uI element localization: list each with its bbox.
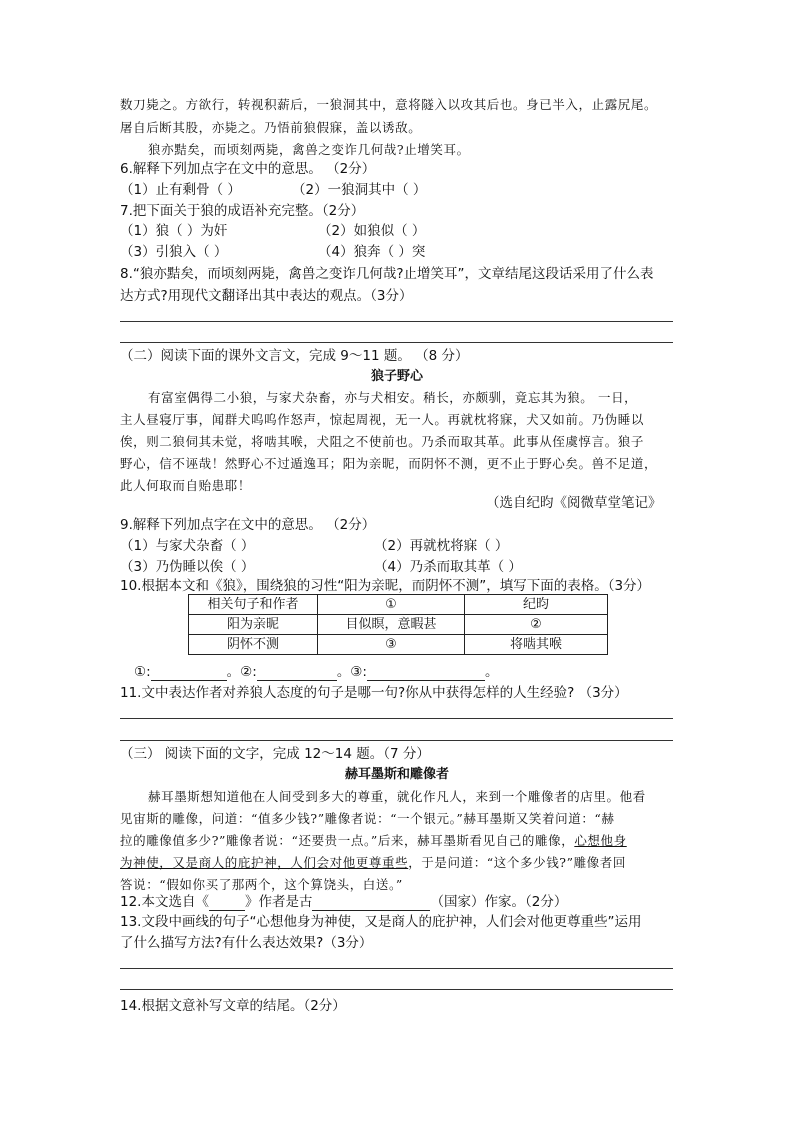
section3-text: ，于是问道：“这个多少钱?”雕像者回 — [408, 855, 626, 870]
q11-answer-line-1[interactable] — [120, 718, 673, 719]
q7-item-4: （4）狼奔（ ）突 — [318, 244, 426, 260]
q12-text-a: 12.本文选自《 — [120, 894, 209, 910]
q13-line2: 了什么描写方法?有什么表达效果?（3分） — [120, 935, 373, 951]
q7-item-3: （3）引狼入（ ） — [120, 244, 228, 260]
q10-title: 10.根据本文和《狼》，围绕狼的习性“阳为亲昵，而阴怀不测”，填写下面的表格。（3分） — [120, 578, 651, 594]
section2-passage-line5: 此人何取而自贻患耶！ — [120, 478, 252, 493]
table-cell[interactable]: ② — [465, 615, 608, 635]
q11-title: 11.文中表达作者对养狼人态度的句子是哪一句?你从中获得怎样的人生经验? （3分） — [120, 685, 628, 701]
section3-passage-line5: 答说：“假如你买了那两个，这个算饶头，白送。” — [120, 877, 403, 892]
section3-heading: （三） 阅读下面的文字，完成 12～14 题。（7 分） — [120, 746, 430, 762]
q7-title: 7.把下面关于狼的成语补充完整。（2分） — [120, 203, 365, 219]
section3-underlined-text: 心想他身 — [574, 833, 627, 848]
passage1-line3: 狼亦黠矣，而顷刻两毙，禽兽之变诈几何哉?止增笑耳。 — [148, 142, 470, 157]
section2-passage-line3: 俟，则二狼伺其未觉，将啮其喉，犬阻之不使前也。乃杀而取其革。此事从侄虞惇言。狼子 — [120, 434, 645, 449]
q9-item-1: （1）与家犬杂畜（ ） — [120, 538, 255, 554]
q12-text-c: （国家）作家。（2分） — [430, 894, 568, 910]
section3-text: 拉的雕像值多少?”雕像者说：“还要贵一点。”后来，赫耳墨斯看见自己的雕像， — [120, 833, 575, 848]
q10-fill-blank-2[interactable] — [257, 666, 337, 681]
q6-item-1: （1）止有剩骨（ ） — [120, 182, 241, 198]
table-cell: 相关句子和作者 — [189, 595, 318, 615]
q7-item-1: （1）狼（ ）为奸 — [120, 223, 228, 239]
passage1-line2: 屠自后断其股，亦毙之。乃悟前狼假寐，盖以诱敌。 — [120, 120, 422, 135]
q10-table — [188, 594, 608, 655]
table-row — [189, 595, 608, 615]
section3-passage-line3 — [120, 832, 627, 850]
table-cell[interactable]: ③ — [318, 635, 465, 655]
q9-item-3: （3）乃伪睡以俟（ ） — [120, 559, 255, 575]
section3-title: 赫耳墨斯和雕像者 — [344, 767, 449, 782]
q13-line1: 13.文段中画线的句子“心想他身为神使，又是商人的庇护神，人们会对他更尊重些”运用 — [120, 914, 642, 930]
q8-line1: 8.“狼亦黠矣，而顷刻两毙，禽兽之变诈几何哉?止增笑耳”，文章结尾这段话采用了什么表 — [120, 266, 654, 282]
table-cell: 目似瞑，意暇甚 — [318, 615, 465, 635]
table-cell: 纪昀 — [465, 595, 608, 615]
q14-title: 14.根据文意补写文章的结尾。（2分） — [120, 998, 346, 1014]
table-cell: 阳为亲昵 — [189, 615, 318, 635]
table-cell[interactable]: ① — [318, 595, 465, 615]
table-row — [189, 635, 608, 655]
q7-item-2: （2）如狼似（ ） — [318, 223, 426, 239]
q12-blank-book[interactable] — [209, 896, 245, 911]
q10-fill-label-3: 。③: — [336, 664, 367, 680]
section2-title: 狼子野心 — [370, 369, 423, 384]
q10-fill-blank-3[interactable] — [367, 666, 485, 681]
q10-fill-blank-1[interactable] — [151, 666, 227, 681]
section3-passage-line2: 见宙斯的雕像，问道：“值多少钱?”雕像者说：“一个银元。”赫耳墨斯又笑着问道：“赫 — [120, 811, 615, 826]
table-cell: 将啮其喉 — [465, 635, 608, 655]
q11-answer-line-2[interactable] — [120, 740, 673, 741]
section3-underlined-text: 为神使，又是商人的庇护神，人们会对他更尊重些 — [120, 855, 409, 870]
section3-passage-line1: 赫耳墨斯想知道他在人间受到多大的尊重，就化作凡人，来到一个雕像者的店里。他看 — [148, 789, 646, 804]
q8-answer-line-1[interactable] — [120, 321, 673, 322]
section2-passage-line4: 野心，信不诬哉！然野心不过遁逸耳；阳为亲昵，而阴怀不测，更不止于野心矣。兽不足道， — [120, 456, 658, 471]
section2-heading: （二）阅读下面的课外文言文，完成 9～11 题。 （8 分） — [120, 348, 469, 364]
section2-source: （选自纪昀《阅微草堂笔记》 — [486, 495, 662, 511]
section3-passage-line4 — [120, 854, 626, 872]
q12-blank-country[interactable] — [312, 896, 430, 911]
section2-passage-line2: 主人昼寝厅事，闻群犬呜呜作怒声，惊起周视，无一人。再就枕将寐，犬又如前。乃伪睡以 — [120, 412, 645, 427]
q6-title: 6.解释下列加点字在文中的意思。 （2分） — [120, 161, 376, 177]
q10-fill-row — [134, 663, 498, 681]
passage1-line1: 数刀毙之。方欲行，转视积薪后，一狼洞其中，意将隧入以攻其后也。身已半入，止露尻尾。 — [120, 97, 658, 112]
q8-line2: 达方式?用现代文翻译出其中表达的观点。（3分） — [120, 288, 413, 304]
q13-answer-line-2[interactable] — [120, 989, 673, 990]
table-row — [189, 615, 608, 635]
q9-item-2: （2）再就枕将寐（ ） — [374, 538, 509, 554]
q12-text-b: 》作者是古 — [244, 894, 313, 910]
q6-item-2: （2）一狼洞其中（ ） — [292, 182, 427, 198]
q12-line — [120, 893, 567, 911]
q8-answer-line-2[interactable] — [120, 342, 673, 343]
q9-title: 9.解释下列加点字在文中的意思。 （2分） — [120, 517, 376, 533]
q10-fill-end: 。 — [484, 664, 499, 680]
table-cell: 阴怀不测 — [189, 635, 318, 655]
q10-fill-label-2: 。②: — [226, 664, 257, 680]
q10-fill-label-1: ①: — [134, 664, 151, 680]
section2-passage-line1: 有富室偶得二小狼，与家犬杂畜，亦与犬相安。稍长，亦颇驯，竟忘其为狼。 一日， — [148, 390, 638, 405]
q13-answer-line-1[interactable] — [120, 968, 673, 969]
q9-item-4: （4）乃杀而取其革（ ） — [374, 559, 522, 575]
